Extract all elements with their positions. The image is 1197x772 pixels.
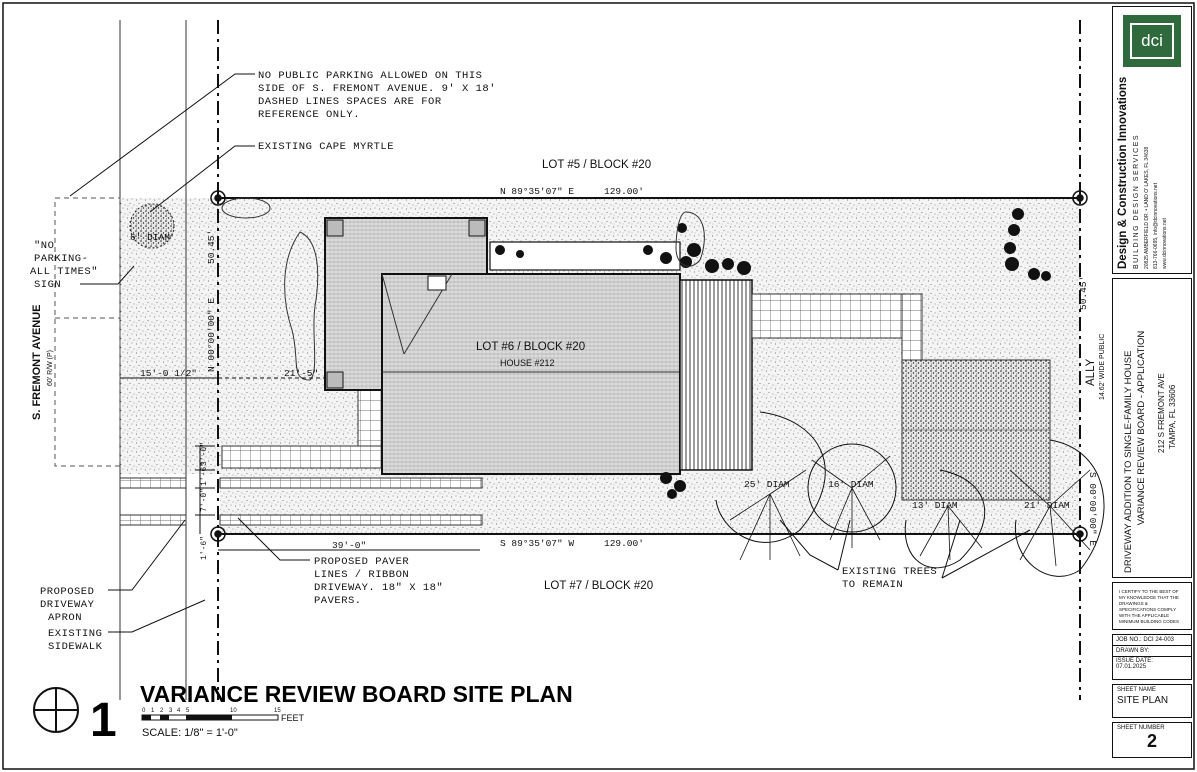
note-sign-2: PARKING- bbox=[34, 253, 89, 265]
note-sign-4: SIGN bbox=[34, 279, 62, 291]
dim-7-0: 7'-0" bbox=[200, 487, 209, 512]
project-address-1: 212 S FREMONT AVE bbox=[1157, 373, 1166, 453]
dim-top-length: 129.00' bbox=[604, 186, 644, 197]
note-parking-1: NO PUBLIC PARKING ALLOWED ON THIS bbox=[258, 70, 483, 82]
rear-deck bbox=[680, 280, 752, 470]
dim-setback-house: 21'-5" bbox=[284, 368, 319, 379]
note-paver-4: PAVERS. bbox=[314, 595, 362, 607]
title-block-certify: I CERTIFY TO THE BEST OF MY KNOWLEDGE THAT THE DRAWINGS & SPECIFICATIONS COMPLY WITH THE APPLICABLE MINIMUM BUILDING CODES bbox=[1112, 582, 1192, 630]
note-paver-3: DRIVEWAY. 18" X 18" bbox=[314, 582, 444, 594]
chimney-3 bbox=[327, 372, 343, 388]
walk-steps bbox=[358, 390, 384, 446]
company-name: Design & Construction Innovations bbox=[1117, 76, 1129, 269]
tree-6-label: 6' DIAM bbox=[130, 232, 170, 243]
scale-tick-0: 0 bbox=[142, 708, 146, 714]
note-sign-3: ALL TIMES" bbox=[30, 266, 99, 278]
drawing-title: VARIANCE REVIEW BOARD SITE PLAN bbox=[140, 681, 573, 707]
project-address-2: TAMPA, FL 33606 bbox=[1168, 384, 1177, 449]
driveway-ribbon-1 bbox=[220, 478, 482, 488]
sheet-number: 2 bbox=[1146, 731, 1157, 751]
apron-ribbon-2 bbox=[120, 515, 186, 525]
alley-label: ALLY bbox=[1085, 358, 1097, 386]
note-parking-4: REFERENCE ONLY. bbox=[258, 109, 361, 121]
company-sub: BUILDING DESIGN SERVICES bbox=[1133, 133, 1140, 269]
dim-top-bearing: N 89°35'07" E bbox=[500, 186, 575, 197]
issue-date-label: ISSUE DATE: bbox=[1116, 658, 1153, 664]
scale-tick-5: 5 bbox=[186, 708, 190, 714]
note-sign-1: "NO bbox=[34, 240, 55, 252]
scale-tick-15: 15 bbox=[274, 708, 281, 714]
note-parking-2: SIDE OF S. FREMONT AVENUE. 9' X 18' bbox=[258, 83, 497, 95]
rear-patio bbox=[752, 294, 922, 338]
scale-bar bbox=[142, 715, 278, 720]
drawing-number: 1 bbox=[90, 694, 117, 747]
lot5-label: LOT #5 / BLOCK #20 bbox=[542, 159, 652, 171]
chimney-1 bbox=[327, 220, 343, 236]
drawn-by: DRAWN BY: bbox=[1113, 646, 1191, 657]
note-cape-myrtle: EXISTING CAPE MYRTLE bbox=[258, 141, 395, 153]
sheet-name: SITE PLAN bbox=[1117, 695, 1169, 706]
roof-vent bbox=[428, 276, 446, 290]
issue-date: 07.01.2025 bbox=[1116, 664, 1147, 670]
chimney-2 bbox=[469, 220, 485, 236]
dim-bottom-length: 129.00' bbox=[604, 538, 644, 549]
dim-drive-length: 39'-0" bbox=[332, 540, 367, 551]
alley-sub: 14.62' WIDE PUBLIC bbox=[1099, 333, 1106, 400]
note-sidewalk-1: EXISTING bbox=[48, 628, 103, 640]
note-trees-1: EXISTING TREES bbox=[842, 566, 938, 578]
title-block-company bbox=[1112, 6, 1192, 274]
company-contact: 813-766-0695, info@dcinnovations.net bbox=[1153, 183, 1159, 269]
job-number: JOB NO.: DCI 24-003 bbox=[1113, 635, 1191, 646]
rear-patio-leg bbox=[902, 294, 922, 360]
north-arrow-symbol bbox=[34, 688, 78, 732]
title-block-sheet-number: SHEET NUMBER 2 bbox=[1112, 722, 1192, 758]
scale-tick-2: 2 bbox=[160, 708, 164, 714]
dim-right-bearing: S 00°00'00" E bbox=[1087, 472, 1098, 547]
tree-21-label: 21' DIAM bbox=[1024, 500, 1070, 511]
dim-setback-front: 15'-0 1/2" bbox=[140, 368, 198, 379]
house-label: HOUSE #212 bbox=[500, 358, 555, 368]
note-sidewalk-2: SIDEWALK bbox=[48, 641, 103, 653]
lot6-label: LOT #6 / BLOCK #20 bbox=[476, 341, 586, 353]
scale-tick-3: 3 bbox=[169, 708, 173, 714]
dim-1-6b: 1'-6" bbox=[200, 535, 209, 560]
street-name: S. FREMONT AVENUE bbox=[31, 304, 43, 420]
tree-16-label: 16' DIAM bbox=[828, 479, 874, 490]
front-walkway bbox=[222, 446, 384, 468]
company-info bbox=[1113, 69, 1193, 269]
apron-ribbon-1 bbox=[120, 478, 186, 488]
scale-tick-1: 1 bbox=[151, 708, 155, 714]
dim-1-6: 1'-6" bbox=[200, 461, 209, 486]
driveway-ribbon-2 bbox=[220, 515, 482, 525]
scale-text: SCALE: 1/8" = 1'-0" bbox=[142, 727, 238, 739]
project-title-1: DRIVEWAY ADDITION TO SINGLE-FAMILY HOUSE bbox=[1123, 350, 1134, 573]
house-main-roof bbox=[382, 274, 680, 474]
parking-space-reference bbox=[55, 198, 120, 466]
company-website: www.dcinnovations.net bbox=[1162, 218, 1168, 269]
tree-13-label: 13' DIAM bbox=[912, 500, 958, 511]
note-paver-1: PROPOSED PAVER bbox=[314, 556, 410, 568]
note-trees-2: TO REMAIN bbox=[842, 579, 904, 591]
scale-unit: FEET bbox=[281, 713, 305, 723]
title-block-sheet-name: SHEET NAME SITE PLAN bbox=[1112, 684, 1192, 718]
scale-tick-10: 10 bbox=[230, 708, 237, 714]
dim-3-0: 3'-0" bbox=[200, 441, 209, 466]
scale-tick-4: 4 bbox=[177, 708, 181, 714]
title-block-job bbox=[1112, 634, 1192, 680]
title-block-project bbox=[1112, 278, 1192, 578]
tree-25-label: 25' DIAM bbox=[744, 479, 790, 490]
dim-left-bearing: N 00°00'00" E bbox=[206, 297, 217, 372]
company-address: 20825 AMBERFIELD DR. • LAND O' LAKES, FL 34638 bbox=[1144, 146, 1150, 269]
street-row: 60' R/W (P) bbox=[47, 350, 54, 386]
dim-left-length: 50.45' bbox=[206, 229, 217, 264]
dim-bottom-bearing: S 89°35'07" W bbox=[500, 538, 575, 549]
dim-right-length: 50.45' bbox=[1078, 275, 1089, 310]
note-apron-3: APRON bbox=[48, 612, 83, 624]
note-apron-2: DRIVEWAY bbox=[40, 599, 95, 611]
note-parking-3: DASHED LINES SPACES ARE FOR bbox=[258, 96, 442, 108]
project-title-2: VARIANCE REVIEW BOARD - APPLICATION bbox=[1136, 330, 1147, 526]
lot7-label: LOT #7 / BLOCK #20 bbox=[544, 580, 654, 592]
company-logo: dci bbox=[1123, 15, 1181, 67]
note-paver-2: LINES / RIBBON bbox=[314, 569, 410, 581]
note-apron-1: PROPOSED bbox=[40, 586, 95, 598]
